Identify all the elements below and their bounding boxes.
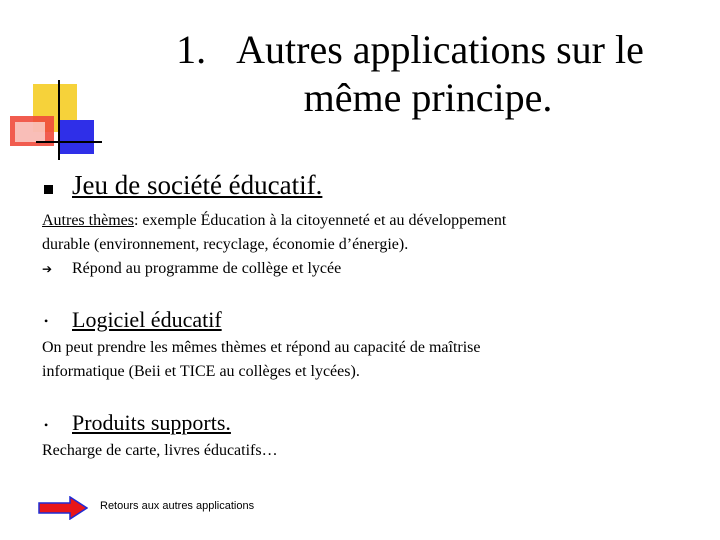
decorative-logo: [0, 0, 110, 170]
section2-line2: informatique (Beii et TICE au collèges et lycées).: [42, 363, 360, 380]
logo-white-square: [15, 122, 45, 142]
section2-heading: Logiciel éducatif: [72, 307, 222, 332]
arrow-bullet-icon: ➔: [42, 262, 53, 276]
square-bullet-icon: [44, 185, 53, 194]
section3-heading: Produits supports.: [72, 410, 231, 435]
back-to-applications-link[interactable]: Retours aux autres applications: [100, 500, 255, 512]
section1-arrow-text: Répond au programme de collège et lycée: [72, 260, 342, 277]
slide-title: [120, 26, 700, 122]
title-number: 1.: [176, 27, 207, 72]
section1-text: : exemple Éducation à la citoyenneté et au développement: [133, 212, 507, 229]
bullet-dot-icon: •: [44, 418, 49, 432]
section1-paragraph: [42, 209, 682, 257]
section1-heading: Jeu de société éducatif.: [72, 170, 323, 200]
section2-line1: On peut prendre les mêmes thèmes et répond au capacité de maîtrise: [42, 339, 481, 356]
right-arrow-icon[interactable]: [38, 496, 88, 520]
bullet-dot-icon: •: [44, 314, 49, 328]
section1-text-line2: durable (environnement, recyclage, économie d’énergie).: [42, 236, 409, 253]
section2-paragraph: [42, 336, 682, 384]
logo-blue-square: [60, 120, 94, 154]
title-line-1: Autres applications sur le: [236, 27, 644, 72]
section3-paragraph: Recharge de carte, livres éducatifs…: [42, 442, 278, 459]
title-line-2: même principe.: [303, 75, 553, 120]
section1-label: Autres thèmes: [42, 212, 134, 229]
